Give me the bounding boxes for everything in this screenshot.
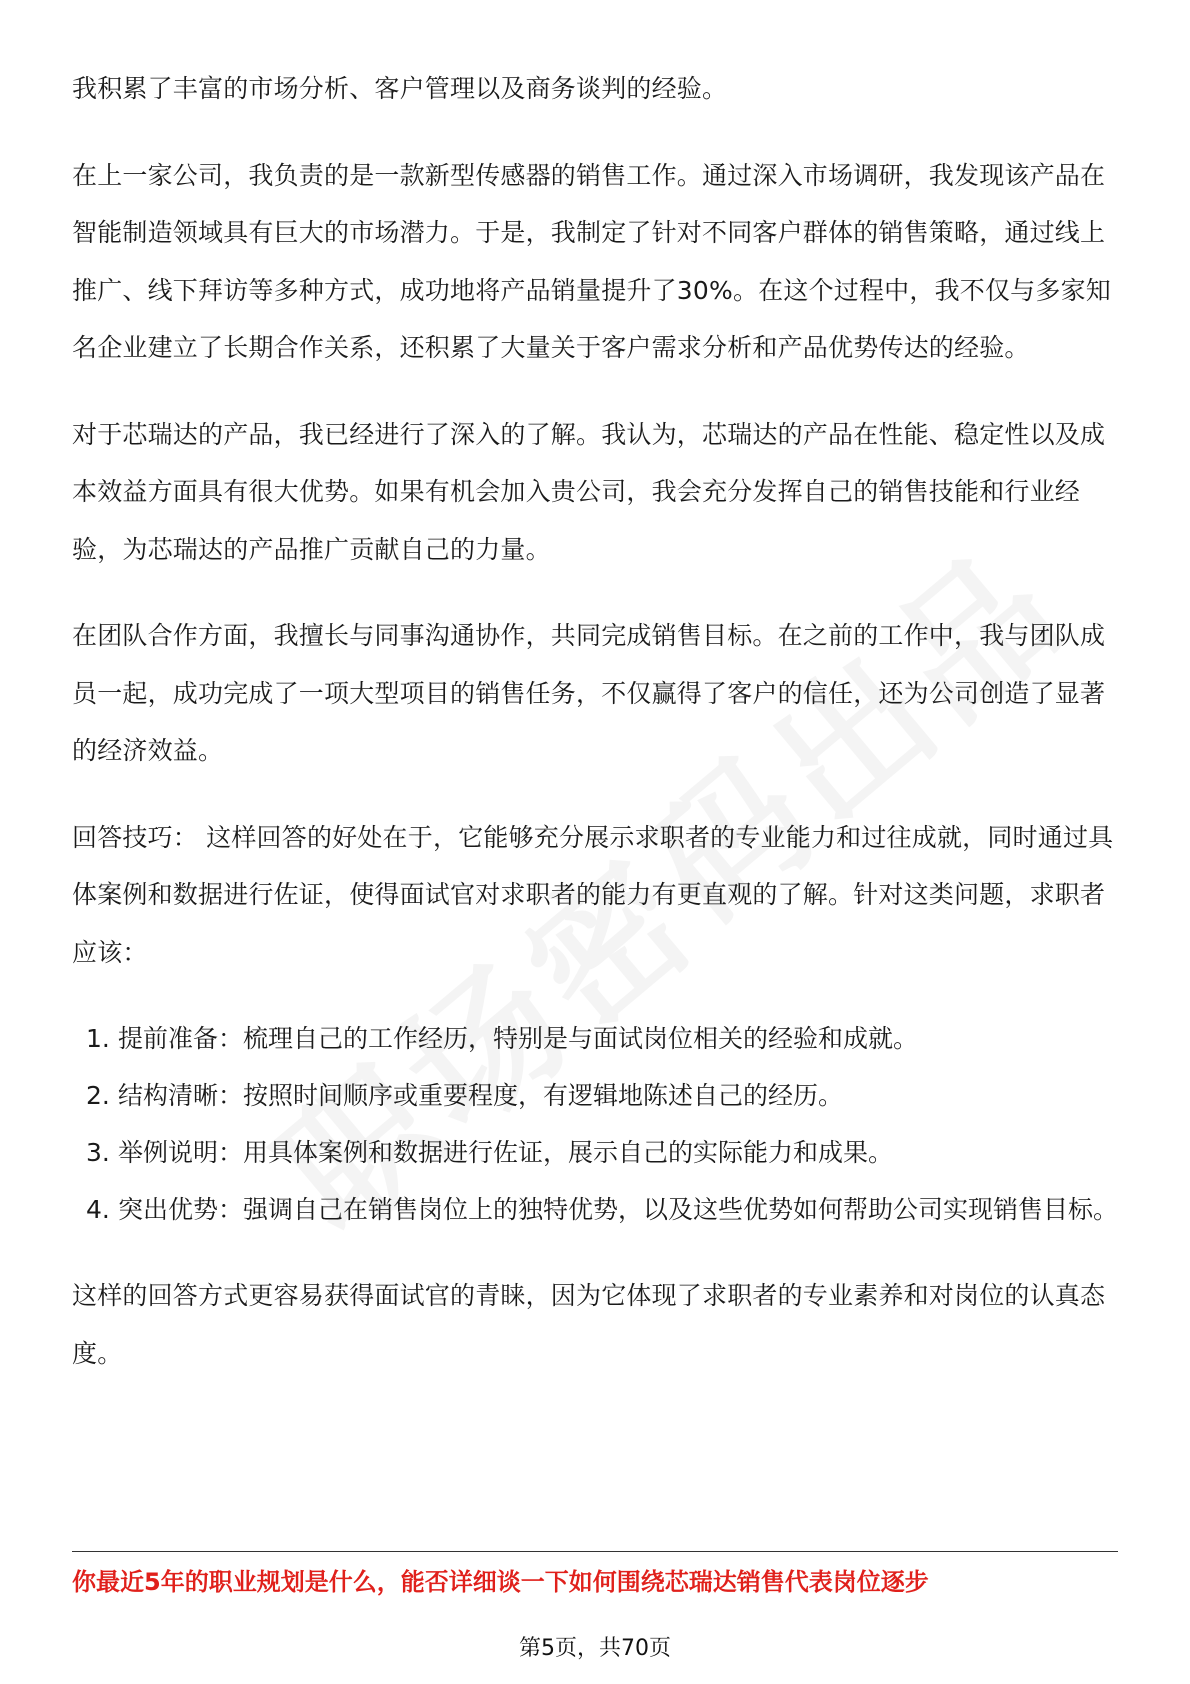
paragraph-answer-tips: 回答技巧： 这样回答的好处在于，它能够充分展示求职者的专业能力和过往成就，同时通过具体案例和数据进行佐证，使得面试官对求职者的能力有更直观的了解。针对这类问题，求职者应该：	[72, 822, 1114, 967]
paragraph-closing: 这样的回答方式更容易获得面试官的青睐，因为它体现了求职者的专业素养和对岗位的认真态度。	[72, 1281, 1106, 1368]
list-item-text: 举例说明：用具体案例和数据进行佐证，展示自己的实际能力和成果。	[118, 1138, 894, 1167]
paragraph-experience-summary: 我积累了丰富的市场分析、客户管理以及商务谈判的经验。	[72, 74, 728, 103]
list-item-text: 突出优势：强调自己在销售岗位上的独特优势，以及这些优势如何帮助公司实现销售目标。	[118, 1195, 1119, 1224]
body-content	[72, 60, 1122, 1382]
list-item	[72, 1124, 1122, 1181]
list-item	[72, 1010, 1122, 1067]
list-item-number: 1.	[86, 1024, 110, 1053]
list-item-number: 3.	[86, 1138, 110, 1167]
next-question-heading: 你最近5年的职业规划是什么，能否详细谈一下如何围绕芯瑞达销售代表岗位逐步	[72, 1568, 929, 1596]
list-item	[72, 1181, 1122, 1238]
section-divider	[72, 1551, 1118, 1552]
list-item-number: 2.	[86, 1081, 110, 1110]
list-item-number: 4.	[86, 1195, 110, 1224]
list-item-text: 结构清晰：按照时间顺序或重要程度，有逻辑地陈述自己的经历。	[118, 1081, 844, 1110]
paragraph-previous-company: 在上一家公司，我负责的是一款新型传感器的销售工作。通过深入市场调研，我发现该产品在智能制造领域具有巨大的市场潜力。于是，我制定了针对不同客户群体的销售策略，通过线上推广、线下拜访等多种方式，成功地将产品销量提升了30%。在这个过程中，我不仅与多家知名企业建立了长期合作关系，还积累了大量关于客户需求分析和产品优势传达的经验。	[72, 160, 1111, 362]
tips-list	[72, 1010, 1122, 1238]
page-number-footer: 第5页，共70页	[519, 1636, 671, 1661]
paragraph-teamwork: 在团队合作方面，我擅长与同事沟通协作，共同完成销售目标。在之前的工作中，我与团队成员一起，成功完成了一项大型项目的销售任务，不仅赢得了客户的信任，还为公司创造了显著的经济效益。	[72, 621, 1106, 765]
list-item-text: 提前准备：梳理自己的工作经历，特别是与面试岗位相关的经验和成就。	[118, 1024, 919, 1053]
paragraph-product-knowledge: 对于芯瑞达的产品，我已经进行了深入的了解。我认为，芯瑞达的产品在性能、稳定性以及成本效益方面具有很大优势。如果有机会加入贵公司，我会充分发挥自己的销售技能和行业经验，为芯瑞达的产品推广贡献自己的力量。	[72, 419, 1106, 564]
list-item	[72, 1067, 1122, 1124]
